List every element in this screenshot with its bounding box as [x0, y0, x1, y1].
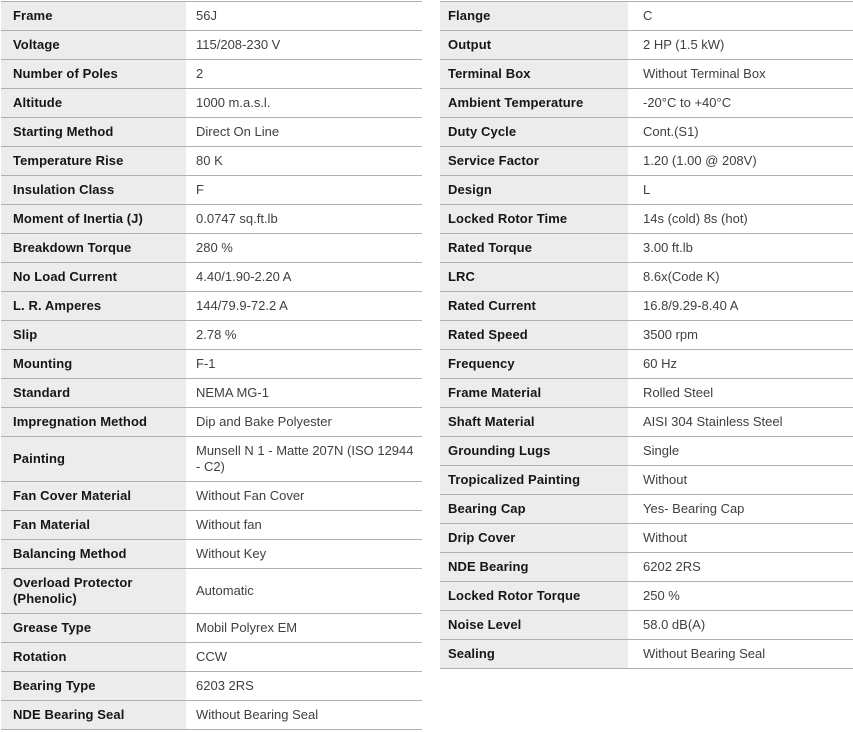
spec-value: NEMA MG-1 [186, 379, 422, 408]
spec-value: Automatic [186, 569, 422, 614]
spec-row [1, 408, 422, 437]
spec-label: Balancing Method [1, 540, 186, 569]
spec-label: Locked Rotor Time [440, 205, 628, 234]
spec-label: Fan Material [1, 511, 186, 540]
spec-value: 60 Hz [628, 350, 853, 379]
spec-value: 3.00 ft.lb [628, 234, 853, 263]
spec-row [1, 643, 422, 672]
spec-row [440, 524, 853, 553]
spec-label: Painting [1, 437, 186, 482]
spec-row [1, 540, 422, 569]
spec-label: L. R. Amperes [1, 292, 186, 321]
spec-label: Rated Torque [440, 234, 628, 263]
spec-row [1, 614, 422, 643]
spec-value: CCW [186, 643, 422, 672]
spec-row [440, 147, 853, 176]
spec-label: Grease Type [1, 614, 186, 643]
spec-value: Without [628, 466, 853, 495]
spec-label: Voltage [1, 31, 186, 60]
spec-label: Flange [440, 2, 628, 31]
spec-row [440, 234, 853, 263]
spec-row [1, 31, 422, 60]
spec-value: Without Bearing Seal [186, 701, 422, 730]
spec-row [1, 2, 422, 31]
spec-row [440, 582, 853, 611]
spec-value: 4.40/1.90-2.20 A [186, 263, 422, 292]
spec-value: 16.8/9.29-8.40 A [628, 292, 853, 321]
spec-label: Impregnation Method [1, 408, 186, 437]
spec-value: 2 [186, 60, 422, 89]
spec-row [1, 672, 422, 701]
spec-label: Output [440, 31, 628, 60]
spec-value: 2 HP (1.5 kW) [628, 31, 853, 60]
spec-row [1, 321, 422, 350]
spec-row [440, 321, 853, 350]
spec-row [440, 89, 853, 118]
spec-label: Mounting [1, 350, 186, 379]
spec-value: Cont.(S1) [628, 118, 853, 147]
spec-row [1, 176, 422, 205]
spec-row [440, 350, 853, 379]
spec-value: 14s (cold) 8s (hot) [628, 205, 853, 234]
spec-value: Without Bearing Seal [628, 640, 853, 669]
spec-value: Without Terminal Box [628, 60, 853, 89]
spec-row [440, 640, 853, 669]
spec-row [1, 511, 422, 540]
spec-value: Without Key [186, 540, 422, 569]
spec-row [1, 60, 422, 89]
spec-label: Bearing Cap [440, 495, 628, 524]
spec-value: -20°C to +40°C [628, 89, 853, 118]
spec-row [440, 553, 853, 582]
spec-row [1, 569, 422, 614]
spec-label: Overload Protector (Phenolic) [1, 569, 186, 614]
spec-row [440, 495, 853, 524]
spec-table-left [1, 1, 422, 730]
spec-row [1, 205, 422, 234]
spec-value: Single [628, 437, 853, 466]
spec-label: Noise Level [440, 611, 628, 640]
spec-value: Dip and Bake Polyester [186, 408, 422, 437]
spec-label: Insulation Class [1, 176, 186, 205]
spec-label: Starting Method [1, 118, 186, 147]
spec-label: Frame [1, 2, 186, 31]
spec-value: 1.20 (1.00 @ 208V) [628, 147, 853, 176]
spec-value: F [186, 176, 422, 205]
spec-value: 6202 2RS [628, 553, 853, 582]
spec-label: Bearing Type [1, 672, 186, 701]
spec-row [440, 176, 853, 205]
spec-row [1, 292, 422, 321]
spec-label: Moment of Inertia (J) [1, 205, 186, 234]
spec-value: Without fan [186, 511, 422, 540]
spec-row [1, 350, 422, 379]
spec-label: Ambient Temperature [440, 89, 628, 118]
spec-label: Altitude [1, 89, 186, 118]
spec-label: Fan Cover Material [1, 482, 186, 511]
spec-label: Drip Cover [440, 524, 628, 553]
spec-row [440, 408, 853, 437]
spec-value: Direct On Line [186, 118, 422, 147]
spec-value: Yes- Bearing Cap [628, 495, 853, 524]
spec-label: Shaft Material [440, 408, 628, 437]
spec-label: Tropicalized Painting [440, 466, 628, 495]
spec-value: 58.0 dB(A) [628, 611, 853, 640]
spec-value: 56J [186, 2, 422, 31]
spec-label: NDE Bearing Seal [1, 701, 186, 730]
spec-row [440, 205, 853, 234]
spec-row [1, 437, 422, 482]
spec-value: 250 % [628, 582, 853, 611]
spec-row [1, 701, 422, 730]
spec-value: 144/79.9-72.2 A [186, 292, 422, 321]
spec-row [1, 482, 422, 511]
spec-label: Rated Speed [440, 321, 628, 350]
spec-row [440, 292, 853, 321]
spec-value: Munsell N 1 - Matte 207N (ISO 12944 - C2) [186, 437, 422, 482]
spec-value: 1000 m.a.s.l. [186, 89, 422, 118]
spec-label: Frequency [440, 350, 628, 379]
spec-table-right [440, 1, 853, 669]
spec-row [440, 611, 853, 640]
spec-label: Rotation [1, 643, 186, 672]
spec-label: NDE Bearing [440, 553, 628, 582]
spec-value: 8.6x(Code K) [628, 263, 853, 292]
spec-row [1, 118, 422, 147]
spec-value: Without Fan Cover [186, 482, 422, 511]
spec-row [440, 31, 853, 60]
spec-row [440, 2, 853, 31]
spec-label: Locked Rotor Torque [440, 582, 628, 611]
spec-row [1, 234, 422, 263]
spec-row [440, 118, 853, 147]
spec-label: Frame Material [440, 379, 628, 408]
spec-value: Without [628, 524, 853, 553]
spec-value: F-1 [186, 350, 422, 379]
spec-label: Temperature Rise [1, 147, 186, 176]
spec-value: 3500 rpm [628, 321, 853, 350]
spec-row [440, 466, 853, 495]
spec-value: 115/208-230 V [186, 31, 422, 60]
spec-value: C [628, 2, 853, 31]
spec-value: Rolled Steel [628, 379, 853, 408]
spec-value: AISI 304 Stainless Steel [628, 408, 853, 437]
spec-label: Duty Cycle [440, 118, 628, 147]
spec-row [440, 379, 853, 408]
spec-label: Number of Poles [1, 60, 186, 89]
spec-label: No Load Current [1, 263, 186, 292]
spec-row [1, 89, 422, 118]
spec-row [440, 263, 853, 292]
spec-label: Rated Current [440, 292, 628, 321]
spec-label: Standard [1, 379, 186, 408]
spec-label: LRC [440, 263, 628, 292]
spec-row [440, 437, 853, 466]
spec-table-left-body [1, 2, 422, 730]
spec-value: 80 K [186, 147, 422, 176]
spec-label: Sealing [440, 640, 628, 669]
spec-label: Breakdown Torque [1, 234, 186, 263]
spec-label: Terminal Box [440, 60, 628, 89]
spec-value: 6203 2RS [186, 672, 422, 701]
spec-value: Mobil Polyrex EM [186, 614, 422, 643]
spec-label: Slip [1, 321, 186, 350]
spec-label: Grounding Lugs [440, 437, 628, 466]
spec-row [1, 379, 422, 408]
spec-value: 0.0747 sq.ft.lb [186, 205, 422, 234]
spec-value: 2.78 % [186, 321, 422, 350]
spec-label: Service Factor [440, 147, 628, 176]
spec-table-right-body [440, 2, 853, 669]
spec-row [1, 263, 422, 292]
spec-label: Design [440, 176, 628, 205]
spec-value: L [628, 176, 853, 205]
spec-row [1, 147, 422, 176]
spec-row [440, 60, 853, 89]
spec-value: 280 % [186, 234, 422, 263]
